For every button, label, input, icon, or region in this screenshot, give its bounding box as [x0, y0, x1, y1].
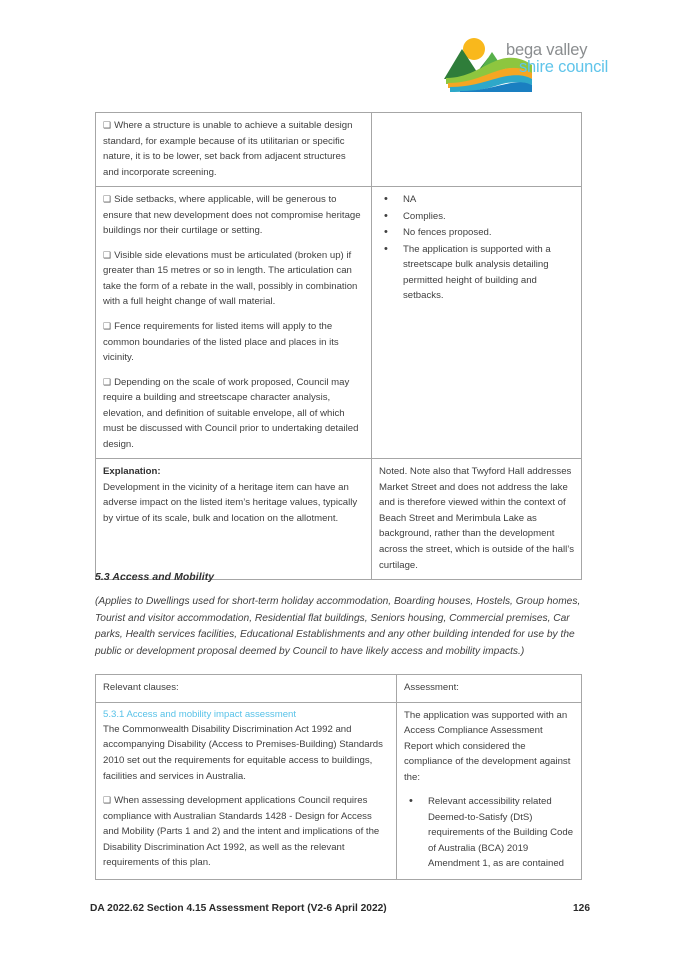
logo-line-bega-valley: bega valley	[506, 41, 588, 59]
clause-paragraph	[103, 192, 364, 239]
page-footer	[90, 903, 590, 914]
footer-document-reference: DA 2022.62 Section 4.15 Assessment Report (V2-6 April 2022)	[90, 903, 387, 914]
heritage-explanation-cell	[96, 459, 372, 580]
assessment-bullet-list	[404, 794, 574, 872]
logo-wordmark	[506, 42, 608, 76]
access-clauses-cell	[96, 702, 397, 879]
clause-text: Fence requirements for listed items will apply to the common boundaries of the listed place and places in its vicinity.	[103, 320, 339, 364]
assessment-note: Noted. Note also that Twyford Hall addresses Market Street and does not address the lake and is therefore viewed within the context of Beach Street and Merimbula Lake as background, rather than the development across the street, which is outside of the hall’s curtilage.	[379, 466, 574, 571]
assessment-intro: The application was supported with an Access Compliance Assessment Report which considered the compliance of the development against the:	[404, 709, 571, 783]
list-item: • No fences proposed.	[379, 225, 574, 241]
column-header-assessment: Assessment:	[397, 675, 582, 703]
section-intro-applies-to: (Applies to Dwellings used for short-term holiday accommodation, Boarding houses, Hostels, Group homes, Tourist and visitor accommodation, Residential flat buildings, Seniors housing, Commercial premises, Car parks, Health services facilities, Educational Establishments and any other building intended for use by the public or development proposal deemed by Council to have likely access and mobility impacts.)	[95, 596, 581, 657]
assessment-bullet-list	[379, 192, 574, 304]
clause-paragraph	[103, 248, 364, 310]
explanation-body: Development in the vicinity of a heritage item can have an adverse impact on the listed item’s heritage values, typically by virtue of its scale, bulk and location on the allotment.	[103, 481, 358, 524]
column-header-relevant-clauses: Relevant clauses:	[96, 675, 397, 703]
heritage-row2-assessment-cell	[372, 187, 582, 459]
table-header-row	[96, 675, 582, 703]
clause-text: Side setbacks, where applicable, will be generous to ensure that new development does not compromise heritage buildings nor their curtilage or setting.	[103, 194, 361, 237]
clause-paragraph	[103, 375, 364, 453]
box-bullet-icon: ❑	[103, 796, 112, 807]
footer-page-number: 126	[573, 903, 590, 914]
table-row	[96, 459, 582, 580]
box-bullet-icon: ❑	[103, 321, 112, 332]
clause-heading-5-3-1: 5.3.1 Access and mobility impact assessment	[103, 708, 297, 720]
heritage-row2-clauses-cell	[96, 187, 372, 459]
table-row	[96, 702, 582, 879]
clause-paragraph	[103, 793, 389, 871]
heritage-controls-table	[95, 112, 582, 580]
list-item: • NA	[379, 192, 574, 208]
heritage-explanation-assessment-cell	[372, 459, 582, 580]
clause-text: Depending on the scale of work proposed, Council may require a building and streetscape character analysis, elevation, and definition of suitable envelope, all of which must be discussed with Council prior to undertaking detailed design.	[103, 376, 359, 450]
access-assessment-cell	[397, 702, 582, 879]
list-item: • The application is supported with a streetscape bulk analysis detailing permitted height of building and setbacks.	[379, 242, 574, 304]
table-row	[96, 113, 582, 187]
box-bullet-icon: ❑	[103, 121, 112, 131]
table-row	[96, 187, 582, 459]
box-bullet-icon: ❑	[103, 377, 112, 388]
list-item: • Relevant accessibility related Deemed-to-Satisfy (DtS) requirements of the Building Code of Australia (BCA) 2019 Amendment 1, as are contained	[404, 794, 574, 872]
clause-text: When assessing development applications Council requires compliance with Australian Standards 1428 - Design for Access and Mobility (Parts 1 and 2) and the intent and implications of the Disability Discrimination Act 1992, as well as the relevant requirements of this plan.	[103, 795, 380, 869]
clause-text: Visible side elevations must be articulated (broken up) if greater than 15 metres or so in length. The articulation can take the form of a rebate in the wall, possibly in combination with a full height change of wall material.	[103, 249, 358, 308]
council-logo	[444, 34, 634, 96]
access-and-mobility-table	[95, 674, 582, 880]
explanation-label: Explanation:	[103, 466, 161, 478]
section-heading-5-3: 5.3 Access and Mobility	[95, 572, 215, 583]
clause-paragraph	[103, 118, 364, 180]
heritage-row1-clauses-cell	[96, 113, 372, 187]
clause-paragraph	[103, 319, 364, 366]
heritage-row1-assessment-cell	[372, 113, 582, 187]
box-bullet-icon: ❑	[103, 195, 112, 206]
clause-text: Where a structure is unable to achieve a suitable design standard, for example because of its utilitarian or specific nature, it is to be lower, set back from adjacent structures and incorporate screening.	[103, 120, 353, 178]
clause-body: The Commonwealth Disability Discrimination Act 1992 and accompanying Disability (Access to Premises-Building) Standards 2010 set out the requirements for equitable access to buildings, facilities and services in Australia.	[103, 723, 383, 782]
list-item: • Complies.	[379, 209, 574, 225]
box-bullet-icon: ❑	[103, 250, 112, 261]
logo-line-shire-council: shire council	[519, 57, 609, 76]
